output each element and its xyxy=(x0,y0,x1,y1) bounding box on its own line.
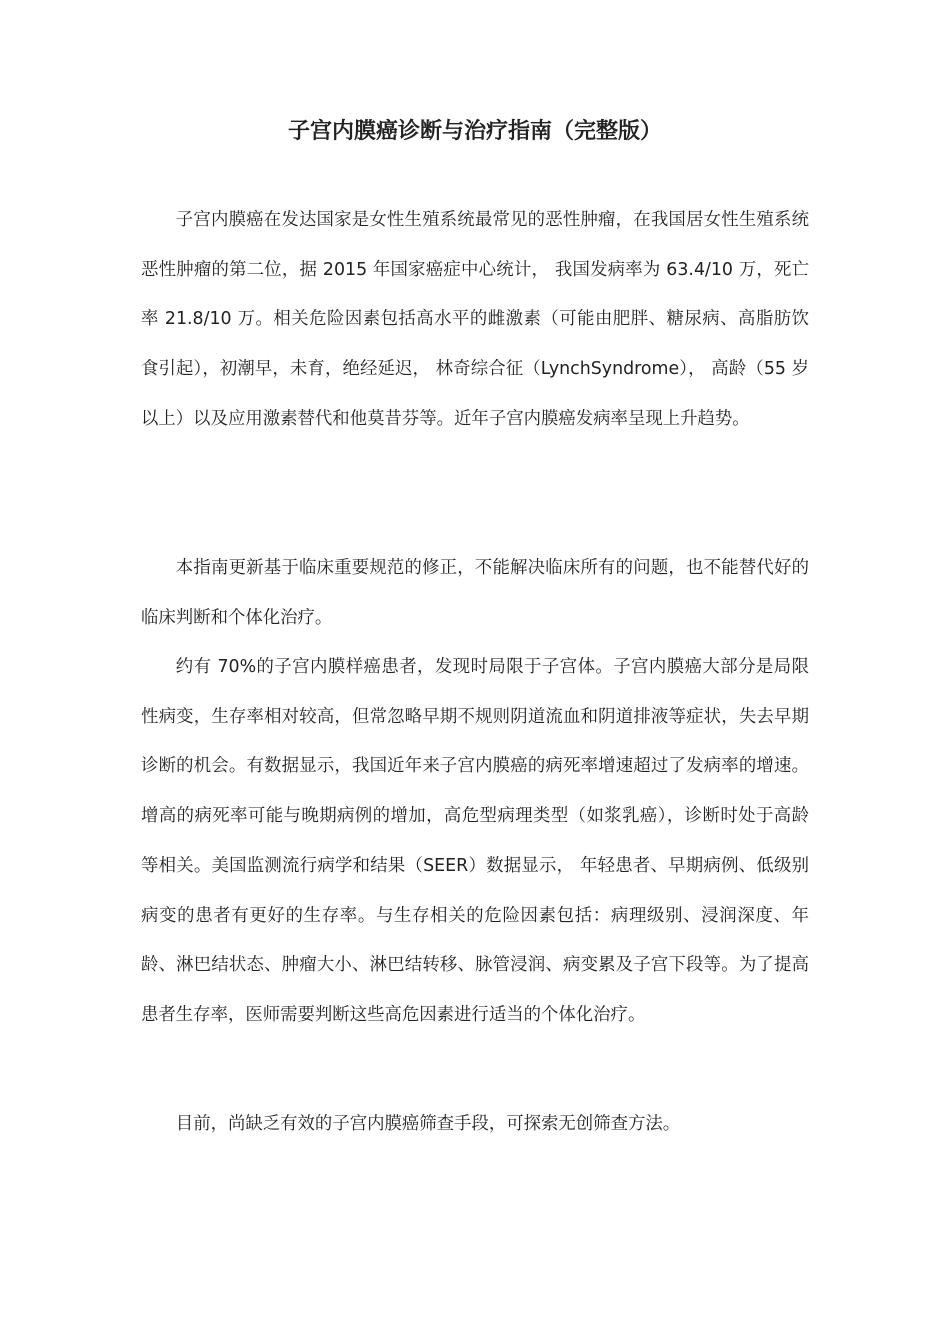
paragraph-epidemiology: 子宫内膜癌在发达国家是女性生殖系统最常见的恶性肿瘤，在我国居女性生殖系统恶性肿瘤的第二位，据 2015 年国家癌症中心统计， 我国发病率为 63.4/10 万，死亡率 21.8/10 万。相关危险因素包括高水平的雌激素（可能由肥胖、糖尿病、高脂肪饮食引起），初潮早，未育，绝经延迟， 林奇综合征（LynchSyndrome）， 高龄（55 岁以上）以及应用激素替代和他莫昔芬等。近年子宫内膜癌发病率呈现上升趋势。 xyxy=(141,210,809,429)
paragraph-guideline-scope: 本指南更新基于临床重要规范的修正，不能解决临床所有的问题，也不能替代好的临床判断和个体化治疗。 xyxy=(141,558,809,628)
document-title: 子宫内膜癌诊断与治疗指南（完整版） xyxy=(287,119,662,144)
paragraph-prognosis: 约有 70%的子宫内膜样癌患者，发现时局限于子宫体。子宫内膜癌大部分是局限性病变，生存率相对较高，但常忽略早期不规则阴道流血和阴道排液等症状，失去早期诊断的机会。有数据显示，我国近年来子宫内膜癌的病死率增速超过了发病率的增速。增高的病死率可能与晚期病例的增加，高危型病理类型（如浆乳癌），诊断时处于高龄等相关。美国监测流行病学和结果（SEER）数据显示， 年轻患者、早期病例、低级别病变的患者有更好的生存率。与生存相关的危险因素包括：病理级别、浸润深度、年龄、淋巴结状态、肿瘤大小、淋巴结转移、脉管浸润、病变累及子宫下段等。为了提高患者生存率，医师需要判断这些高危因素进行适当的个体化治疗。 xyxy=(141,657,809,1025)
paragraph-screening: 目前，尚缺乏有效的子宫内膜癌筛查手段，可探索无创筛查方法。 xyxy=(175,1114,681,1134)
